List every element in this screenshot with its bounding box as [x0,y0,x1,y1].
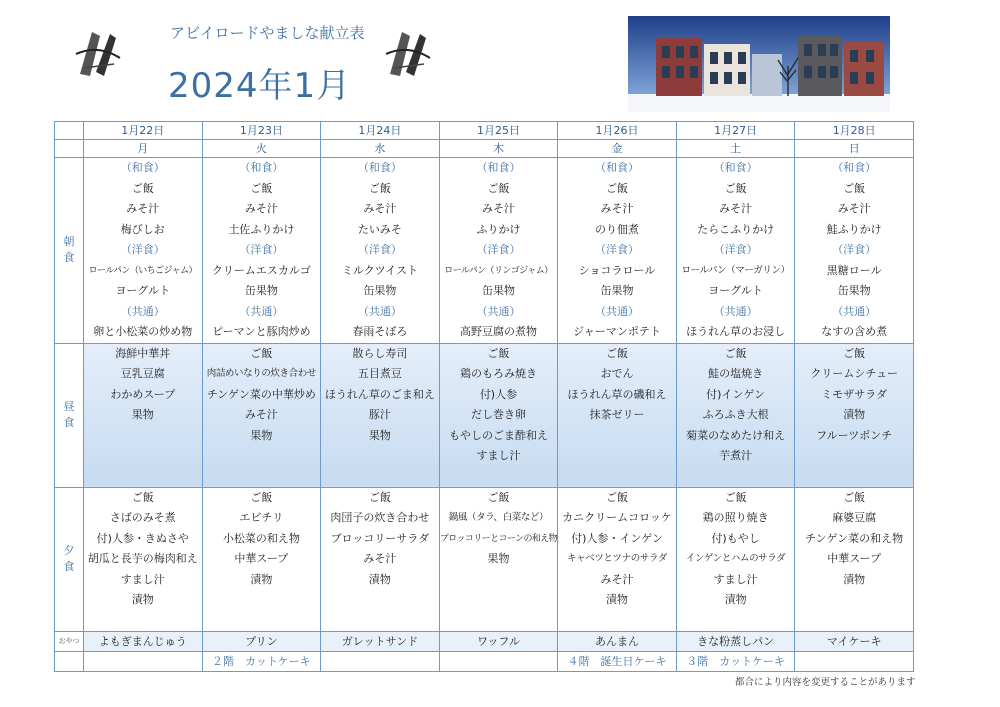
breakfast-item: （洋食） [832,243,877,256]
breakfast-day-cell [439,158,558,344]
lunch-item: 果物 [368,428,391,442]
dinner-item: ご飯 [487,490,510,504]
breakfast-item: みそ汁 [600,202,634,215]
dinner-item: 肉団子の炊き合わせ [330,511,430,524]
dinner-item: すまし汁 [713,572,758,586]
breakfast-item: 土佐ふりかけ [228,222,295,236]
date-cell: 1月27日 [676,122,795,140]
lunch-day-cell [202,343,321,487]
breakfast-item: 春雨そぼろ [352,325,408,338]
breakfast-item: ご飯 [724,181,747,195]
date-cell: 1月28日 [795,122,914,140]
dinner-item: ご飯 [131,490,154,504]
lunch-item: 海鮮中華丼 [115,346,171,360]
breakfast-label-char: 朝 [63,235,75,249]
weekday-cell: 土 [676,140,795,158]
breakfast-item: ご飯 [606,181,629,195]
lunch-item: 芋煮汁 [719,449,753,462]
dinner-item: 麻婆豆腐 [832,511,877,524]
breakfast-item: 梅びしお [120,222,165,236]
breakfast-item: ロールパン（マーガリン） [681,264,790,276]
breakfast-item: 鮭ふりかけ [826,222,882,236]
dinner-item: ご飯 [368,490,391,504]
dinner-day-cell [558,487,677,631]
extra-cell [84,651,203,671]
breakfast-item: ロールパン（リンゴジャム） [444,265,553,276]
dinner-row [55,487,914,631]
extra-label-cell [55,651,84,671]
dinner-item: 中華スープ [827,552,882,565]
extra-cell [439,651,558,671]
dinner-item: 漬物 [368,572,391,586]
lunch-item: 肉詰めいなりの炊き合わせ [206,368,316,379]
dinner-day-cell [795,487,914,631]
lunch-item: おでん [600,367,634,380]
breakfast-item: 高野豆腐の煮物 [459,325,537,338]
dinner-item: 漬物 [843,572,866,586]
extra-cell [321,651,440,671]
dinner-item: インゲンとハムのサラダ [685,553,786,564]
lunch-item: ミモザサラダ [821,387,888,401]
lunch-item: 散らし寿司 [352,346,408,360]
dinner-item: 付)人参・インゲン [571,531,663,545]
breakfast-item: （洋食） [595,243,640,256]
dinner-day-cell [439,487,558,631]
breakfast-item: （和食） [713,161,758,174]
breakfast-item: ご飯 [843,181,866,195]
snack-cell: プリン [202,631,321,651]
breakfast-item: （共通） [239,304,284,318]
lunch-item: チンゲン菜の中華炒め [206,387,316,401]
lunch-item: すまし汁 [476,449,521,462]
lunch-item: だし巻き卵 [470,408,526,421]
breakfast-item: ミルクツイスト [341,263,418,277]
dinner-label [55,487,84,631]
breakfast-item: （共通） [595,304,640,318]
lunch-item: もやしのごま酢和え [448,428,548,442]
snack-label: おやつ [55,631,84,651]
dinner-item: 鶏の照り焼き [702,511,769,524]
lunch-item: ご飯 [724,346,747,360]
dinner-item: 付)もやし [711,531,760,545]
breakfast-item: みそ汁 [719,202,753,215]
breakfast-item: ご飯 [487,181,510,195]
breakfast-item: たらこふりかけ [697,222,775,236]
lunch-item: 抹茶ゼリー [589,408,645,421]
breakfast-item: （洋食） [476,243,521,256]
breakfast-item: ご飯 [131,181,154,195]
lunch-item: みそ汁 [244,408,278,421]
weekday-cell: 月 [84,140,203,158]
dinner-item: 漬物 [724,593,747,606]
breakfast-item: ヨーグルト [708,284,763,297]
breakfast-label-char: 食 [63,251,75,265]
dinner-item: ブロッコリーサラダ [330,531,430,545]
weekday-cell: 木 [439,140,558,158]
breakfast-item: （和食） [239,161,284,174]
dinner-item: 鍋風（タラ、白菜など） [448,512,549,523]
breakfast-day-cell [321,158,440,344]
weekday-cell: 水 [321,140,440,158]
breakfast-item: （和食） [357,161,402,174]
breakfast-item: ロールパン（いちごジャム） [88,265,197,276]
dinner-item: ご飯 [724,490,747,504]
breakfast-item: みそ汁 [481,202,515,215]
extra-cell: ２階 カットケーキ [202,651,321,671]
menu-subtitle: アビイロードやましな献立表 [170,24,365,42]
lunch-item: ご飯 [250,346,273,360]
dinner-day-cell [321,487,440,631]
lunch-item: ほうれん草のごま和え [324,387,435,401]
dinner-label-char: 食 [63,560,75,573]
weekly-menu-table [54,121,914,672]
dinner-day-cell [676,487,795,631]
change-notice: 都合により内容を変更することがあります [735,677,916,688]
date-cell: 1月22日 [84,122,203,140]
extra-cell: ３階 カットケーキ [676,651,795,671]
date-cell: 1月24日 [321,122,440,140]
breakfast-item: ほうれん草のお浸し [686,325,786,338]
breakfast-item: ピーマンと豚肉炒め [212,325,311,338]
townhouse-illustration [628,16,890,112]
lunch-label-char: 昼 [63,400,75,413]
breakfast-item: （洋食） [713,243,758,256]
breakfast-item: たいみそ [357,222,402,236]
dinner-day-cell [84,487,203,631]
dinner-item: ご飯 [250,490,273,504]
dinner-item: 付)人参・きぬさや [96,531,189,545]
breakfast-item: なすの含め煮 [821,325,888,338]
lunch-item: ほうれん草の磯和え [567,387,667,401]
breakfast-item: クリームエスカルゴ [211,263,311,277]
lunch-item: クリームシチュー [810,367,899,380]
lunch-item: 五目煮豆 [357,367,402,380]
breakfast-day-cell [202,158,321,344]
date-row [55,122,914,140]
lunch-item: 漬物 [843,408,866,421]
breakfast-item: のり佃煮 [595,222,640,236]
lunch-day-cell [676,343,795,487]
dinner-item: 小松菜の和え物 [222,531,300,545]
lunch-item: 豚汁 [368,408,391,421]
breakfast-day-cell [676,158,795,344]
breakfast-item: （和食） [595,161,640,174]
breakfast-item: ご飯 [250,181,273,195]
dinner-item: さばのみそ煮 [109,511,176,524]
breakfast-item: みそ汁 [837,202,871,215]
breakfast-day-cell [558,158,677,344]
breakfast-item: ヨーグルト [115,284,171,297]
lunch-item: わかめスープ [110,387,176,401]
breakfast-item: （洋食） [120,243,165,256]
breakfast-item: みそ汁 [363,202,397,215]
menu-title: 2024年1月 [168,66,352,106]
breakfast-item: （共通） [120,304,165,318]
lunch-row [55,343,914,487]
breakfast-item: （洋食） [239,243,284,256]
snack-cell: あんまん [558,631,677,651]
lunch-item: 果物 [250,428,273,442]
lunch-day-cell [321,343,440,487]
dinner-item: 漬物 [606,593,629,606]
weekday-row [55,140,914,158]
breakfast-item: ご飯 [368,181,391,195]
breakfast-item: （共通） [832,304,877,318]
breakfast-item: （共通） [476,304,521,318]
weekday-cell: 火 [202,140,321,158]
dinner-item: カニクリームコロッケ [562,511,672,524]
breakfast-item: 缶果物 [244,284,278,297]
lunch-item: ふろふき大根 [702,408,769,421]
breakfast-item: 缶果物 [837,284,871,297]
lunch-item: 付)人参 [479,387,518,401]
snack-cell: マイケーキ [795,631,914,651]
lunch-item: 菊菜のなめたけ和え [686,428,786,442]
snack-cell: よもぎまんじゅう [84,631,203,651]
lunch-item: 果物 [131,408,154,421]
lunch-item: ご飯 [487,346,510,360]
extra-cell: ４階 誕生日ケーキ [558,651,677,671]
breakfast-item: （共通） [357,304,402,318]
lunch-item: ご飯 [606,346,629,360]
snack-cell: ガレットサンド [321,631,440,651]
corner-cell [55,140,84,158]
extra-cell [795,651,914,671]
snack-row [55,631,914,651]
date-cell: 1月25日 [439,122,558,140]
lunch-item: 鮭の塩焼き [708,367,764,380]
breakfast-item: 缶果物 [600,284,634,297]
lunch-item: 豆乳豆腐 [120,367,165,380]
dinner-item: ご飯 [606,490,629,504]
snack-cell: ワッフル [439,631,558,651]
dinner-item: すまし汁 [120,572,165,586]
extra-row [55,651,914,671]
dinner-day-cell [202,487,321,631]
corner-cell [55,122,84,140]
dinner-item: 果物 [487,552,510,565]
breakfast-item: ジャーマンポテト [573,325,661,338]
breakfast-item: （洋食） [357,243,402,256]
lunch-day-cell [795,343,914,487]
breakfast-item: みそ汁 [244,202,278,215]
dinner-item: ブロッコリーとコーンの和え物 [439,533,558,544]
weekday-cell: 金 [558,140,677,158]
band-logo-illustration [70,24,126,82]
breakfast-item: ショコラロール [578,263,656,277]
dinner-item: 中華スープ [234,552,289,565]
lunch-day-cell [84,343,203,487]
dinner-item: キャベツとツナのサラダ [567,553,668,564]
breakfast-item: 黒糖ロール [826,263,882,277]
lunch-label-char: 食 [63,416,75,429]
dinner-label-char: 夕 [63,544,75,557]
breakfast-row [55,158,914,344]
breakfast-item: 卵と小松菜の炒め物 [93,325,193,338]
dinner-item: みそ汁 [600,572,634,586]
dinner-item: 漬物 [250,572,273,586]
lunch-day-cell [439,343,558,487]
lunch-item: フルーツポンチ [816,428,893,442]
lunch-label [55,343,84,487]
date-cell: 1月23日 [202,122,321,140]
weekday-cell: 日 [795,140,914,158]
dinner-item: 胡瓜と長芋の梅肉和え [87,552,198,565]
breakfast-item: （和食） [476,161,521,174]
dinner-item: みそ汁 [363,552,397,565]
breakfast-item: （和食） [120,161,165,174]
breakfast-day-cell [84,158,203,344]
lunch-item: 付)インゲン [706,387,766,401]
dinner-item: ご飯 [843,490,866,504]
lunch-day-cell [558,343,677,487]
breakfast-label [55,158,84,344]
breakfast-item: ふりかけ [476,222,521,236]
dinner-item: 漬物 [131,593,154,606]
dinner-item: エビチリ [239,511,284,524]
lunch-item: ご飯 [843,346,866,360]
date-cell: 1月26日 [558,122,677,140]
snack-cell: きな粉蒸しパン [676,631,795,651]
breakfast-item: （共通） [713,304,758,318]
breakfast-item: みそ汁 [126,202,160,215]
breakfast-item: 缶果物 [481,284,515,297]
band-logo-illustration [380,24,436,82]
dinner-item: チンゲン菜の和え物 [805,531,904,545]
breakfast-item: 缶果物 [363,284,397,297]
lunch-item: 鶏のもろみ焼き [459,367,537,380]
breakfast-day-cell [795,158,914,344]
breakfast-item: （和食） [832,161,877,174]
